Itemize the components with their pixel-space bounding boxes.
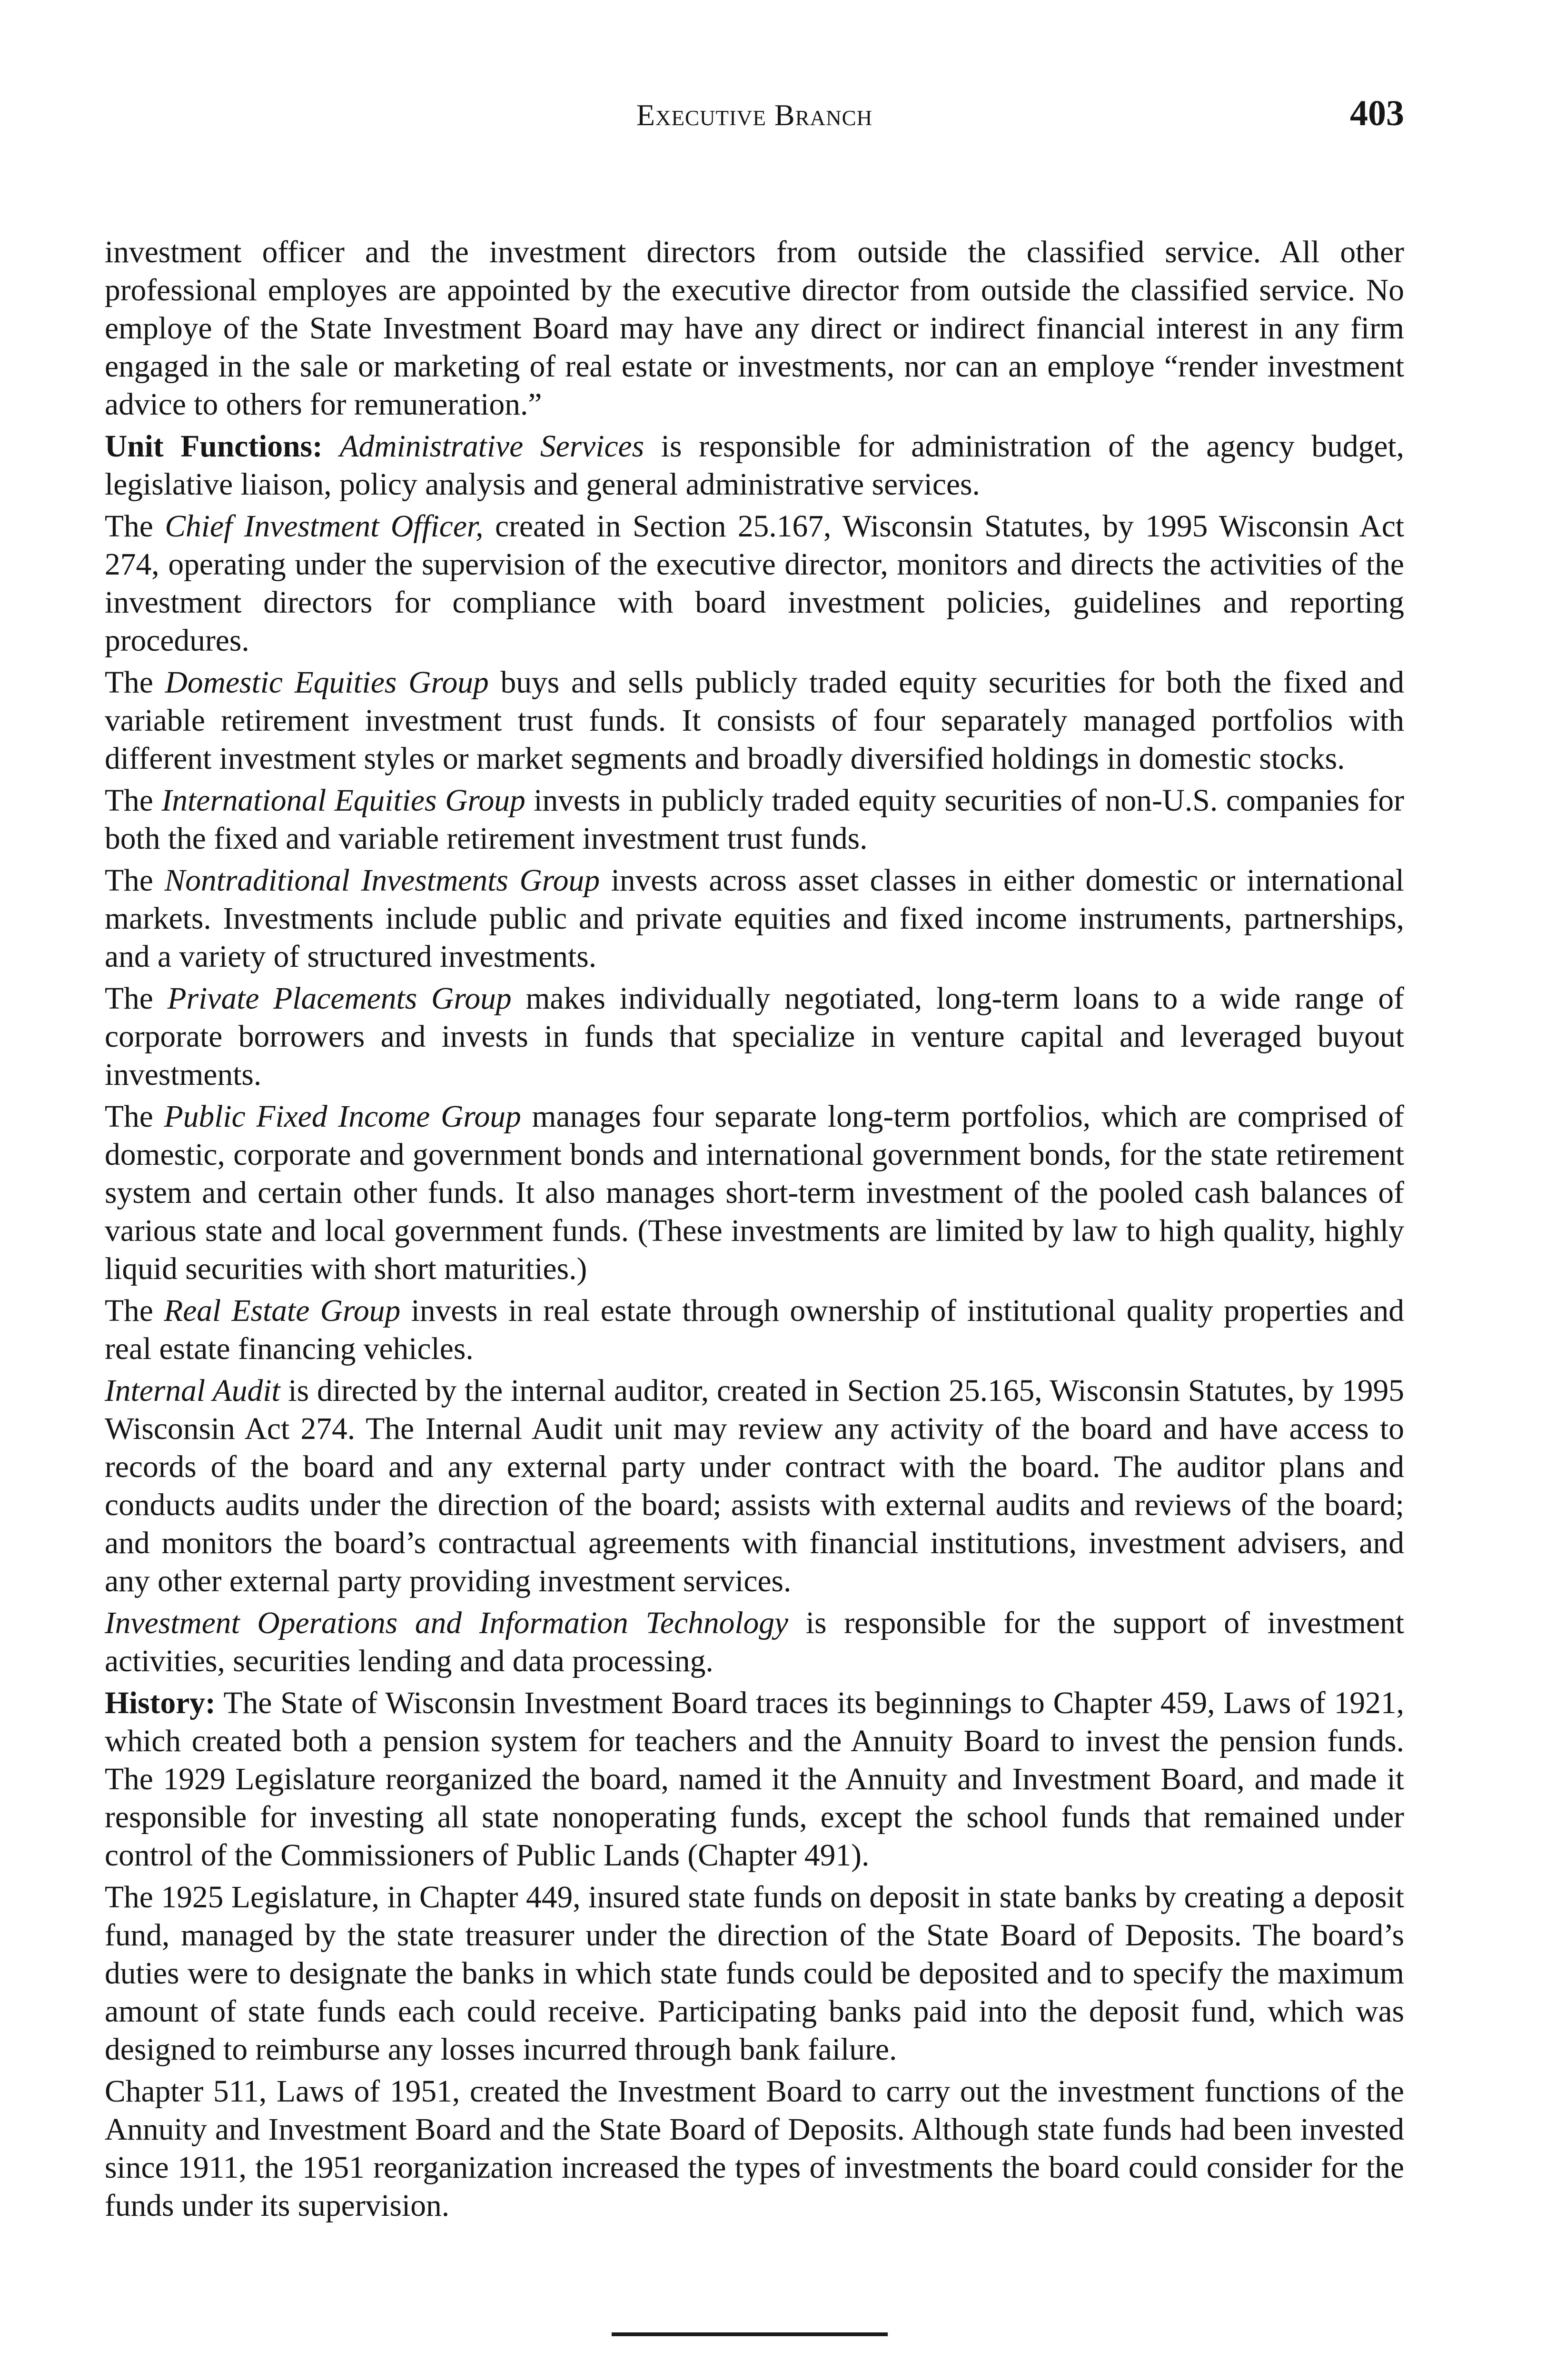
end-rule [612, 2332, 888, 2336]
paragraph-text: is directed by the internal auditor, created in Section 25.165, Wisconsin Statutes, by 1995 Wisconsin Act 274. The Internal Audit unit may review any activity of the board and have access to records of the board and any external party under contract with the board. The auditor plans and conducts audits under the direction of the board; assists with external audits and reviews of the board; and monitors the board’s contractual agreements with financial institutions, investment advisers, and any other external party providing investment services. [105, 1374, 1404, 1598]
unit-name: Internal Audit [105, 1374, 280, 1408]
paragraph-text: investment officer and the investment directors from outside the classified service. All other professional employes are appointed by the executive director from outside the classified service. No employe of the State Investment Board may have any direct or indirect financial interest in any firm engaged in the sale or marketing of real estate or investments, nor can an employe “render investment advice to others for remuneration.” [105, 235, 1404, 422]
unit-name: Public Fixed Income Group [164, 1100, 521, 1134]
paragraph-prefix: The [105, 665, 165, 700]
page-number: 403 [1350, 93, 1404, 133]
paragraph-history-1925 [105, 1878, 1404, 2069]
paragraph-text: Chapter 511, Laws of 1951, created the Investment Board to carry out the investment functions of the Annuity and Investment Board and the State Board of Deposits. Although state funds had been invested since 1911, the 1951 reorganization increased the types of investments the board could consider for the funds under its supervision. [105, 2074, 1404, 2223]
paragraph-text: is responsible for administration of the agency budget, legislative liaison, policy analysis and general administrative services. [105, 429, 1405, 502]
paragraph-prefix: The [105, 1294, 164, 1328]
paragraph-text: created in Section 25.167, Wisconsin Statutes, by 1995 Wisconsin Act 274, operating under the supervision of the executive director, monitors and directs the activities of the investment directors for compliance with board investment policies, guidelines and reporting procedures. [105, 509, 1404, 658]
paragraph-history-1951 [105, 2073, 1404, 2225]
section-lead: History: [105, 1686, 216, 1720]
paragraph-chief-investment-officer [105, 507, 1404, 660]
paragraph-prefix: The [105, 783, 162, 818]
paragraph-private-placements [105, 980, 1404, 1094]
paragraph-text: manages four separate long-term portfolios, which are comprised of domestic, corporate and government bonds and international government bonds, for the state retirement system and certain other funds. It also manages short-term investment of the pooled cash balances of various state and local government funds. (These investments are limited by law to high quality, highly liquid securities with short maturities.) [105, 1100, 1404, 1286]
body-text [105, 233, 1404, 2229]
unit-name: Real Estate Group [164, 1294, 401, 1328]
paragraph-nontraditional-investments [105, 862, 1404, 976]
unit-name: Administrative Services [339, 429, 644, 464]
paragraph-prefix: The [105, 509, 165, 544]
paragraph-text: invests in publicly traded equity securities of non-U.S. companies for both the fixed and variable retirement investment trust funds. [105, 783, 1404, 856]
paragraph-internal-audit [105, 1372, 1404, 1600]
paragraph-unit-functions [105, 427, 1404, 504]
paragraph-public-fixed-income [105, 1098, 1404, 1288]
paragraph-text: is responsible for the support of investment activities, securities lending and data processing. [105, 1606, 1405, 1678]
paragraph-real-estate [105, 1292, 1404, 1368]
paragraph-continuation [105, 233, 1404, 424]
paragraph-investment-operations [105, 1604, 1404, 1680]
section-lead: Unit Functions: [105, 429, 323, 464]
paragraph-text: The State of Wisconsin Investment Board traces its beginnings to Chapter 459, Laws of 1921, which created both a pension system for teachers and the Annuity Board to invest the pension funds. The 1929 Legislature reorganized the board, named it the Annuity and Investment Board, and made it responsible for investing all state nonoperating funds, except the school funds that remained under control of the Commissioners of Public Lands (Chapter 491). [105, 1686, 1404, 1873]
unit-name: Nontraditional Investments Group [164, 863, 600, 898]
running-header [105, 95, 1404, 143]
unit-name: Domestic Equities Group [165, 665, 489, 700]
paragraph-prefix: The [105, 1100, 164, 1134]
paragraph-text: invests in real estate through ownership of institutional quality properties and real estate financing vehicles. [105, 1294, 1404, 1366]
paragraph-text: The 1925 Legislature, in Chapter 449, insured state funds on deposit in state banks by creating a deposit fund, managed by the state treasurer under the direction of the State Board of Deposits. The board’s duties were to designate the banks in which state funds could be deposited and to specify the maximum amount of state funds each could receive. Participating banks paid into the deposit fund, which was designed to reimburse any losses incurred through bank failure. [105, 1880, 1404, 2067]
paragraph-text: buys and sells publicly traded equity securities for both the fixed and variable retirement investment trust funds. It consists of four separately managed portfolios with different investment styles or market segments and broadly diversified holdings in domestic stocks. [105, 665, 1404, 776]
paragraph-prefix: The [105, 863, 165, 898]
unit-name: Chief Investment Officer, [165, 509, 484, 544]
paragraph-history [105, 1684, 1404, 1874]
paragraph-prefix: The [105, 982, 168, 1016]
unit-name: Private Placements Group [167, 982, 512, 1016]
paragraph-text: makes individually negotiated, long-term loans to a wide range of corporate borrowers and invests in funds that specialize in venture capital and leveraged buyout investments. [105, 982, 1404, 1092]
section-title: Executive Branch [636, 98, 873, 132]
paragraph-international-equities [105, 782, 1404, 858]
paragraph-text: invests across asset classes in either domestic or international markets. Investments include public and private equities and fixed income instruments, partnerships, and a variety of structured investments. [105, 863, 1404, 974]
unit-name: Investment Operations and Information Technology [105, 1606, 789, 1640]
unit-name: International Equities Group [161, 783, 525, 818]
paragraph-domestic-equities [105, 664, 1404, 778]
